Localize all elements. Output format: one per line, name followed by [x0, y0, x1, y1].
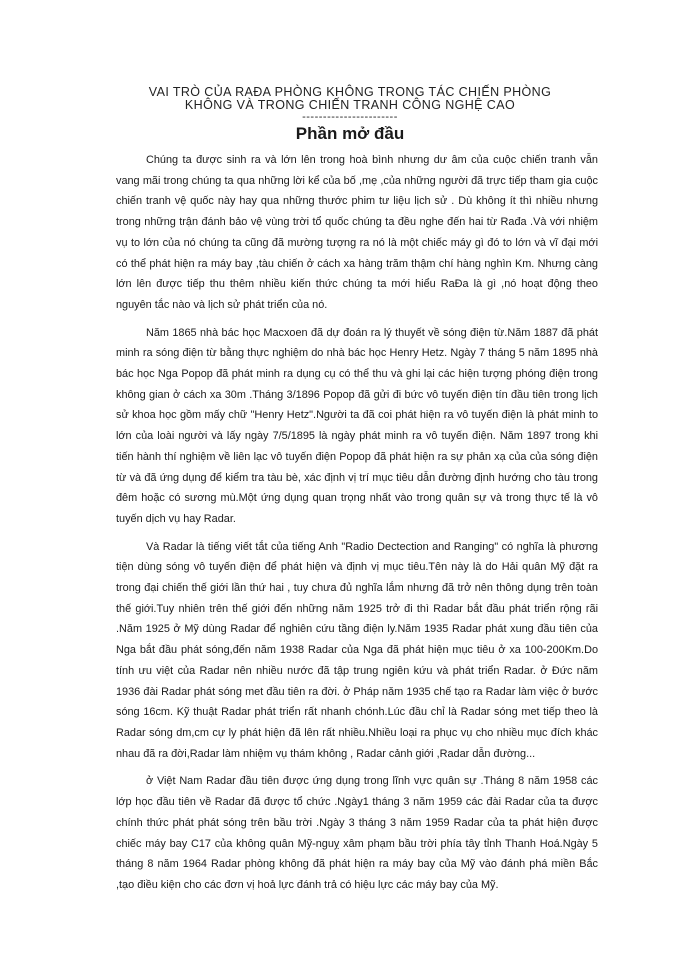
document-body: [116, 150, 598, 903]
paragraph-vietnam-radar: ở Việt Nam Radar đầu tiên được ứng dụng trong lĩnh vực quân sự .Tháng 8 năm 1958 các lớp học đầu tiên về Radar đã được tổ chức .Ngày1 tháng 3 năm 1959 các đài Radar của ta được chính thức phát phát sóng trên bầu trời .Ngày 3 tháng 3 năm 1959 Radar của ta phát hiện được chiếc máy bay C17 của không quân Mỹ-nguỵ xâm phạm bầu trời phía tây tỉnh Thanh Hoá.Ngày 5 tháng 8 năm 1964 Radar phòng không đã phát hiện ra máy bay của Mỹ vào đánh phá miền Bắc ,tạo điều kiện cho các đơn vị hoả lực đánh trả có hiệu lực các máy bay của Mỹ.: [116, 775, 598, 891]
paragraph-intro: Chúng ta được sinh ra và lớn lên trong hoà bình nhưng dư âm của cuộc chiến tranh vẫn vang mãi trong chúng ta qua những lời kể của bố ,mẹ ,của những người đã trực tiếp tham gia cuộc chiến tranh vệ quốc này hay qua những thước phim tư liệu lịch sử . Dù không ít thì nhiều nhưng trong những trận đánh bảo vệ vùng trời tổ quốc chúng ta đều nghe đến hai từ Rađa .Và với nhiệm vụ to lớn của nó chúng ta cũng đã mường tượng ra nó là một chiếc máy gì đó to lớn và vĩ đại mới có thể phát hiện ra máy bay ,tàu chiến ở cách xa hàng trăm thậm chí hàng nghìn Km. Nhưng càng lớn lên được tiếp thu thêm nhiều kiến thức chúng ta mới hiểu RaĐa là gì ,nó hoạt động theo nguyên tắc nào và lịch sử phát triển của nó.: [116, 154, 598, 311]
title-line-1: VAI TRÒ CỦA RAĐA PHÒNG KHÔNG TRONG TÁC CHIẾN PHÒNG: [148, 85, 552, 99]
title-line-2: KHÔNG VÀ TRONG CHIẾN TRANH CÔNG NGHỆ CAO: [184, 98, 516, 112]
document-title: [120, 86, 580, 112]
paragraph-radar-definition: Và Radar là tiếng viết tắt của tiếng Anh "Radio Dectection and Ranging" có nghĩa là phương tiện dùng sóng vô tuyến điện để phát hiện và định vị mục tiêu.Tên này là do Hải quân Mỹ đặt ra trong đại chiến thế giới lần thứ hai , tuy chưa đủ nghĩa lắm nhưng đã trở nên thông dụng trên toàn thế giới.Tuy nhiên trên thế giới đến những năm 1925 trở đi thì Radar bắt đầu phát triển rộng rãi .Năm 1925 ở Mỹ dùng Radar để nghiên cứu tầng điện ly.Năm 1935 Radar phát xung đầu tiên của Nga bắt đầu phát sóng,đến năm 1938 Radar của Nga đã phát hiện mục tiêu ở xa 100-200Km.Do tính ưu việt của Radar nên nhiều nước đã tập trung ngiên kứu và phát triển Radar. ở Đức năm 1936 đài Radar phát sóng met đầu tiên ra đời. ở Pháp năm 1935 chế tạo ra Radar làm việc ở bước sóng 16cm. Kỹ thuật Radar phát triển rất nhanh chónh.Lúc đầu chỉ là Radar sóng met tiếp theo là Radar sóng dm,cm cự ly phát hiện đã lên rất nhiều.Nhiều loại ra phục vụ cho nhiều mục đích khác nhau đã ra đời,Radar làm nhiệm vụ thám không , Radar cảnh giới ,Radar dẫn đường...: [116, 540, 598, 760]
paragraph-history: Năm 1865 nhà bác học Macxoen đã dự đoán ra lý thuyết về sóng điện từ.Năm 1887 đã phát minh ra sóng điện từ bằng thực nghiệm do nhà bác học Henry Hetz. Ngày 7 tháng 5 năm 1895 nhà bác học Nga Popop đã phát minh ra dụng cụ có thể thu và ghi lại các hiện tượng phóng điện trong không gian ở cách xa 30m .Tháng 3/1896 Popop đã gửi đi bức vô tuyến điện tín đầu tiên trong lịch sử khoa học gồm mấy chữ "Henry Hetz".Người ta đã coi phát hiện ra vô tuyến điện là phát minh to lớn của loài người và lấy ngày 7/5/1895 là ngày phát minh ra vô tuyến điện. Năm 1897 trong khi tiến hành thí nghiệm về liên lạc vô tuyến điện Popop đã phát hiện ra sự phản xạ của của sóng điện từ và đã ứng dụng để kiểm tra tàu bè, xác định vị trí mục tiêu dẫn đường định hướng cho tàu trong đêm hoặc có sương mù.Một ứng dụng quan trọng nhất vào trong quân sự và trong thực tế là vô tuyến dịch vụ hay Radar.: [116, 326, 598, 525]
section-heading: Phần mở đầu: [295, 124, 405, 143]
title-separator: -----------------------: [302, 111, 398, 123]
